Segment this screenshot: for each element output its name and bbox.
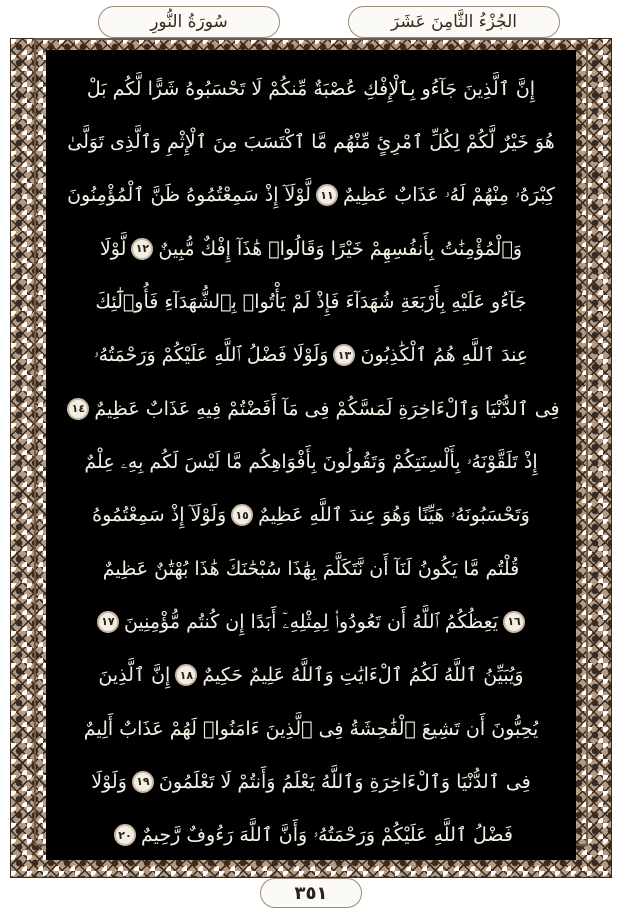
verse-line — [46, 62, 576, 115]
verse-text: وَيُبَيِّنُ ٱللَّهُ لَكُمُ ٱلْءَايَٰتِ وَٱللَّهُ عَلِيمٌ حَكِيمٌ — [202, 664, 524, 687]
verse-number-marker: ١٤ — [67, 398, 89, 420]
verse-line — [46, 649, 576, 702]
page-number: ٣٥١ — [260, 878, 362, 908]
verse-number-marker: ١٩ — [132, 771, 154, 793]
verse-text: وَتَحْسَبُونَهُۥ هَيِّنًا وَهُوَ عِندَ ٱللَّهِ عَظِيمٌ — [258, 504, 530, 527]
verse-line — [46, 115, 576, 168]
verse-line — [46, 382, 576, 435]
verse-text: فِى ٱلدُّنْيَا وَٱلْءَاخِرَةِ وَٱللَّهُ يَعْلَمُ وَأَنتُمْ لَا تَعْلَمُونَ — [158, 770, 531, 793]
verse-line — [46, 435, 576, 488]
verse-number-marker: ١٣ — [333, 344, 355, 366]
verse-text: يُحِبُّونَ أَن تَشِيعَ ٱلْفَٰحِشَةُ فِى ٱلَّذِينَ ءَامَنُوا۟ لَهُمْ عَذَابٌ أَلِيمٌ — [83, 717, 539, 740]
verse-line — [46, 169, 576, 222]
verse-text: وَلَوْلَا فَضْلُ ٱللَّهِ عَلَيْكُمْ وَرَحْمَتُهُۥ — [93, 344, 329, 367]
verse-text: فِى ٱلدُّنْيَا وَٱلْءَاخِرَةِ لَمَسَّكُمْ فِى مَآ أَفَضْتُمْ فِيهِ عَذَابٌ عَظِيمٌ — [94, 397, 560, 420]
verse-line — [46, 222, 576, 275]
verse-text: وَلَوْلَآ إِذْ سَمِعْتُمُوهُ — [92, 504, 227, 527]
verse-number-marker: ١١ — [316, 184, 338, 206]
verse-number-marker: ١٧ — [97, 611, 119, 633]
verse-line — [46, 489, 576, 542]
verse-number-marker: ١٦ — [503, 611, 525, 633]
verse-text: إِنَّ ٱلَّذِينَ — [98, 664, 171, 687]
verse-line — [46, 329, 576, 382]
verse-line — [46, 809, 576, 862]
verse-number-marker: ١٥ — [231, 504, 253, 526]
verse-line — [46, 702, 576, 755]
verse-text: كِبْرَهُۥ مِنْهُمْ لَهُۥ عَذَابٌ عَظِيمٌ — [342, 184, 555, 207]
verse-line — [46, 542, 576, 595]
verse-number-marker: ١٨ — [175, 664, 197, 686]
verse-lines — [46, 62, 576, 862]
verse-text: هُوَ خَيْرٌ لَّكُمْ لِكُلِّ ٱمْرِئٍ مِّنْهُم مَّا ٱكْتَسَبَ مِنَ ٱلْإِثْمِ وَٱلَّذِى تَوَلَّىٰ — [67, 130, 555, 153]
verse-text: جَآءُو عَلَيْهِ بِأَرْبَعَةِ شُهَدَآءَ فَإِذْ لَمْ يَأْتُوا۟ بِٱلشُّهَدَآءِ فَأُو۟لَٰٓئِكَ — [95, 290, 527, 313]
verse-number-marker: ٢٠ — [114, 824, 136, 846]
verse-line — [46, 755, 576, 808]
juz-name-label: الجُزْءُ الثَّامِنَ عَشَرَ — [348, 6, 560, 38]
quran-text-panel — [46, 50, 576, 860]
verse-text: وَٱلْمُؤْمِنَٰتُ بِأَنفُسِهِمْ خَيْرًا وَقَالُوا۟ هَٰذَآ إِفْكٌ مُّبِينٌ — [158, 237, 523, 260]
verse-text: عِندَ ٱللَّهِ هُمُ ٱلْكَٰذِبُونَ — [360, 344, 529, 367]
verse-text: وَلَوْلَا — [91, 770, 127, 793]
surah-name-label: سُورَةُ النُّورِ — [98, 6, 280, 38]
page-header — [18, 4, 604, 38]
verse-text: لَّوْلَآ إِذْ سَمِعْتُمُوهُ ظَنَّ ٱلْمُؤْمِنُونَ — [67, 184, 311, 207]
verse-text: لَّوْلَا — [99, 237, 127, 260]
verse-text: يَعِظُكُمُ ٱللَّهُ أَن تَعُودُوا۟ لِمِثْلِهِۦٓ أَبَدًا إِن كُنتُم مُّؤْمِنِينَ — [123, 610, 499, 633]
verse-text: فَضْلُ ٱللَّهِ عَلَيْكُمْ وَرَحْمَتُهُۥ وَأَنَّ ٱللَّهَ رَءُوفٌ رَّحِيمٌ — [141, 824, 513, 847]
verse-line — [46, 595, 576, 648]
verse-text: قُلْتُم مَّا يَكُونُ لَنَآ أَن نَّتَكَلَّمَ بِهَٰذَا سُبْحَٰنَكَ هَٰذَا بُهْتَٰنٌ عَظِيمٌ — [102, 557, 520, 580]
verse-text: إِنَّ ٱلَّذِينَ جَآءُو بِٱلْإِفْكِ عُصْبَةٌ مِّنكُمْ لَا تَحْسَبُوهُ شَرًّا لَّكُم بَلْ — [86, 77, 536, 100]
verse-line — [46, 275, 576, 328]
verse-number-marker: ١٢ — [131, 238, 153, 260]
verse-text: إِذْ تَلَقَّوْنَهُۥ بِأَلْسِنَتِكُمْ وَتَقُولُونَ بِأَفْوَاهِكُم مَّا لَيْسَ لَكُم بِهِۦ عِلْمٌ — [84, 450, 538, 473]
